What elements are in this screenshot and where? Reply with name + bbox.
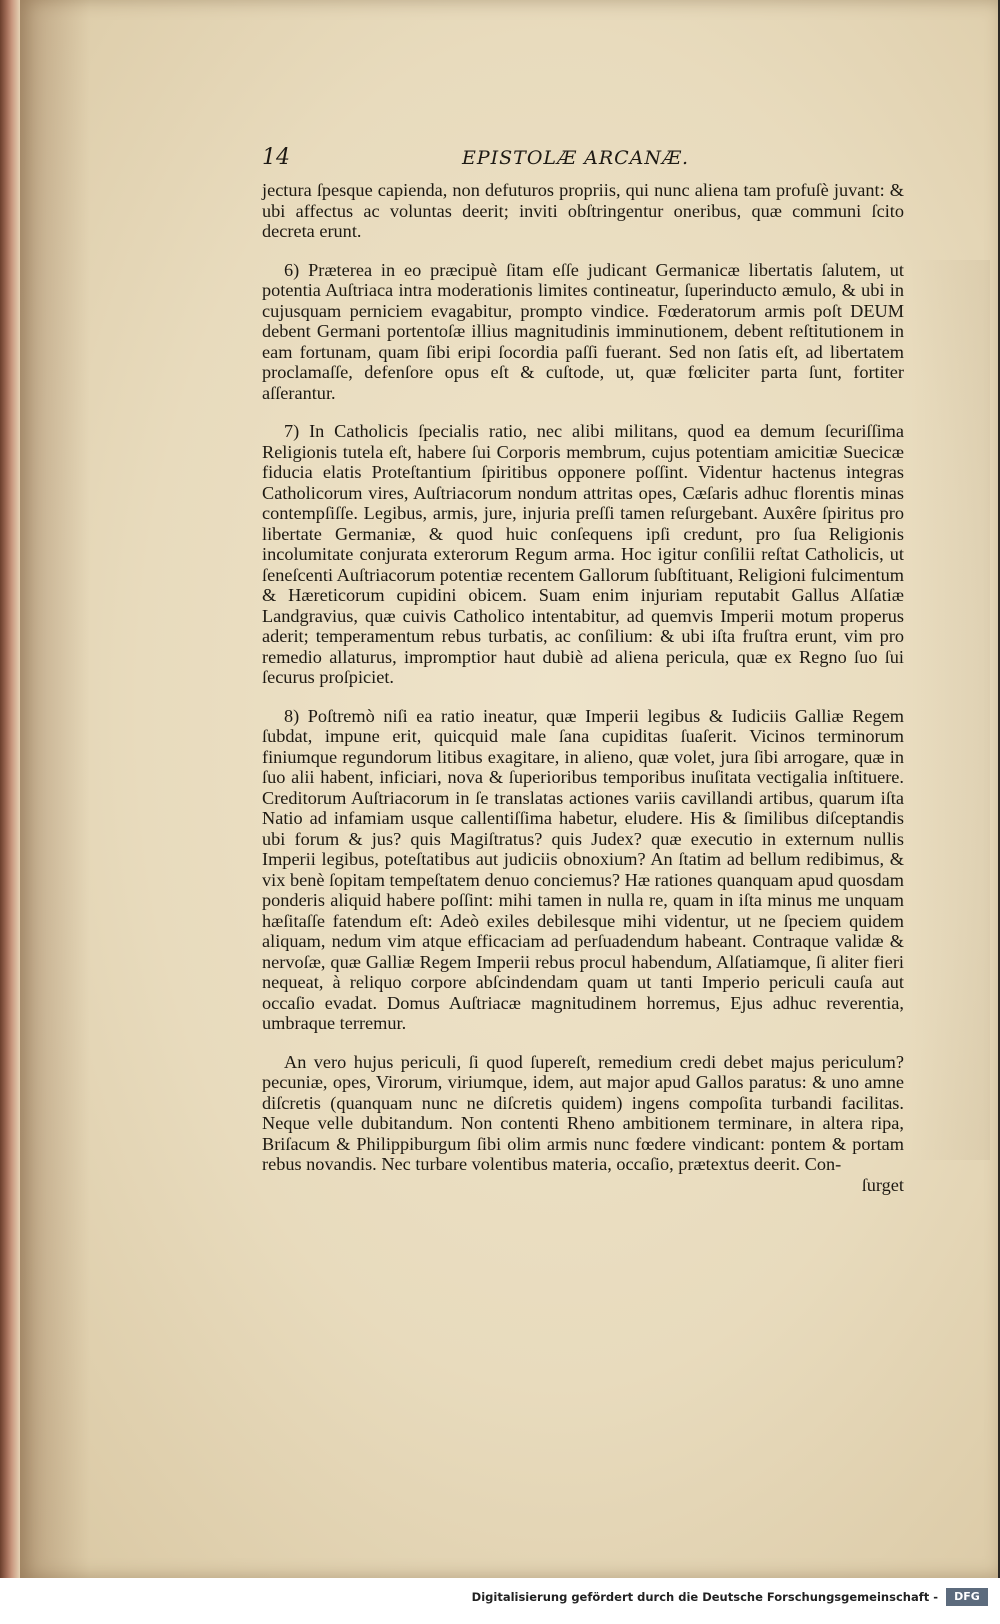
paragraph: jectura ſpesque capienda, non defuturos propriis, qui nunc aliena tam profuſè juvant: & ubi affectus ac voluntas deerit; inviti obſtringentur oneribus, quæ communi ſcito decreta erunt. — [262, 180, 904, 241]
paragraph: An vero hujus periculi, ſi quod ſupereſt, remedium credi debet majus periculum? pecuniæ, opes, Virorum, viriumque, idem, aut major apud Gallos paratus: & uno amne diſcretis (quanquam nunc ne diſcretis quidem) ingens compoſita turbandi facilitas. Neque velle dubitandum. Non contenti Rheno ambitionem terminare, in altera ripa, Briſacum & Philippiburgum ſibi olim armis nunc fœdere vindicant: pontem & portam rebus novandis. Nec turbare volentibus materia, occaſio, prætextus deerit. Con- — [262, 1051, 904, 1174]
paragraph: 8) Poſtremò niſi ea ratio ineatur, quæ Imperii legibus & Iudiciis Galliæ Regem ſubdat, impune erit, quicquid male ſana cupiditas ſuaſerit. Vicinos terminorum finiumque regundorum litibus exagitare, in alieno, quæ volet, jura ſibi arrogare, quæ in ſuo alii habent, inficiari, nova & ſuperioribus temporibus inuſitata vectigalia inſtituere. Creditorum Auſtriacorum in ſe translatas actiones variis cavillandi artibus, quarum iſta Natio ad infamiam usque callentiſſima habetur, eludere. His & ſimilibus diſceptandis ubi forum & jus? quis Magiſtratus? quis Judex? quæ executio in externum nullis Imperii legibus, poteſtatibus aut judiciis obnoxium? An ſtatim ad bellum redibimus, & vix benè ſopitam tempeſtatem denuo conciemus? Hæ rationes quanquam apud quosdam ponderis aliquid habere poſſint: mihi tamen in nulla re, quam in iſta minus me unquam hæſitaſſe fatendum eſt: Adeò exiles debilesque mihi videntur, ut ne ſpeciem quidem aliquam, nedum vim atque efficaciam ad perſuadendum habeant. Contraque validæ & nervoſæ, quæ Galliæ Regem Imperii rebus procul habendum, Alſatiamque, ſi aliter fieri nequeat, à reliquo corpore abſcindendam quam ut tanti Imperio periculi cauſa aut occaſio evadat. Domus Auſtriacæ magnitudinem horremus, Ejus adhuc reverentia, umbraque terremur. — [262, 705, 904, 1033]
paragraph: 7) In Catholicis ſpecialis ratio, nec alibi militans, quod ea demum ſecuriſſima Religionis tutela eſt, habere ſui Corporis membrum, cujus potentiam amicitiæ Suecicæ fiducia elatis Proteſtantium ſpiritibus opponere poſſint. Videntur hactenus integras Catholicorum vires, Auſtriacorum nondum attritas opes, Cæſaris adhuc florentis minas contempſiſſe. Legibus, armis, jure, injuria preſſi tamen reſurgebant. Auxêre ſpiritus pro libertate Germaniæ, & quod huic conſequens ipſi credunt, pro ſua Religionis incolumitate conjurata exterorum Regum arma. Hoc igitur conſilii reſtat Catholicis, ut ſeneſcenti Auſtriacorum potentiæ recentem Gallorum ſubſtituant, Religioni fulcimentum & Hæreticorum cupidini obicem. Suam enim injuriam reputabit Gallus Alſatiæ Landgravius, quæ cuivis Catholico intentabitur, ad quemvis Imperii motum properus aderit; temperamentum rebus turbatis, ac conſilium: & ubi iſta fruſtra erunt, vim pro remedio allaturus, impromptior haut dubiè ad aliena pericula, quæ ex Regno ſuo ſui ſecurus proſpiciet. — [262, 421, 904, 687]
footer-credit: Digitalisierung gefördert durch die Deutsche Forschungsgemeinschaft - — [471, 1590, 938, 1604]
paragraph: 6) Præterea in eo præcipuè ſitam eſſe judicant Germanicæ libertatis ſalutem, ut potentia Auſtriaca intra moderationis limites contineatur, ſuperinducto æmulo, & ubi in cujusquam perniciem evagabitur, prompto vindice. Fœderatorum armis poſt DEUM debent Germani portentoſæ illius magnitudinis imminutionem, debent reſtitutionem in eam fortunam, quam ſibi eripi ſocordia paſſi fuerant. Sed non ſatis eſt, ad libertatem proclamaſſe, defenſore opus eſt & cuſtode, ut, quæ fœliciter parta ſunt, fortiter aſſerantur. — [262, 259, 904, 403]
page-number: 14 — [262, 145, 290, 170]
scanned-page — [20, 0, 998, 1578]
catchword: ſurget — [861, 1174, 904, 1195]
page-header — [262, 145, 902, 175]
book-edge — [0, 0, 20, 1578]
gutter-shadow — [20, 0, 90, 1578]
running-head: EPISTOLÆ ARCANÆ. — [462, 147, 690, 169]
dfg-logo: DFG — [946, 1588, 988, 1606]
body-text — [262, 180, 904, 1195]
bleed-through-shade — [910, 260, 990, 1160]
digitization-footer — [0, 1578, 1000, 1624]
